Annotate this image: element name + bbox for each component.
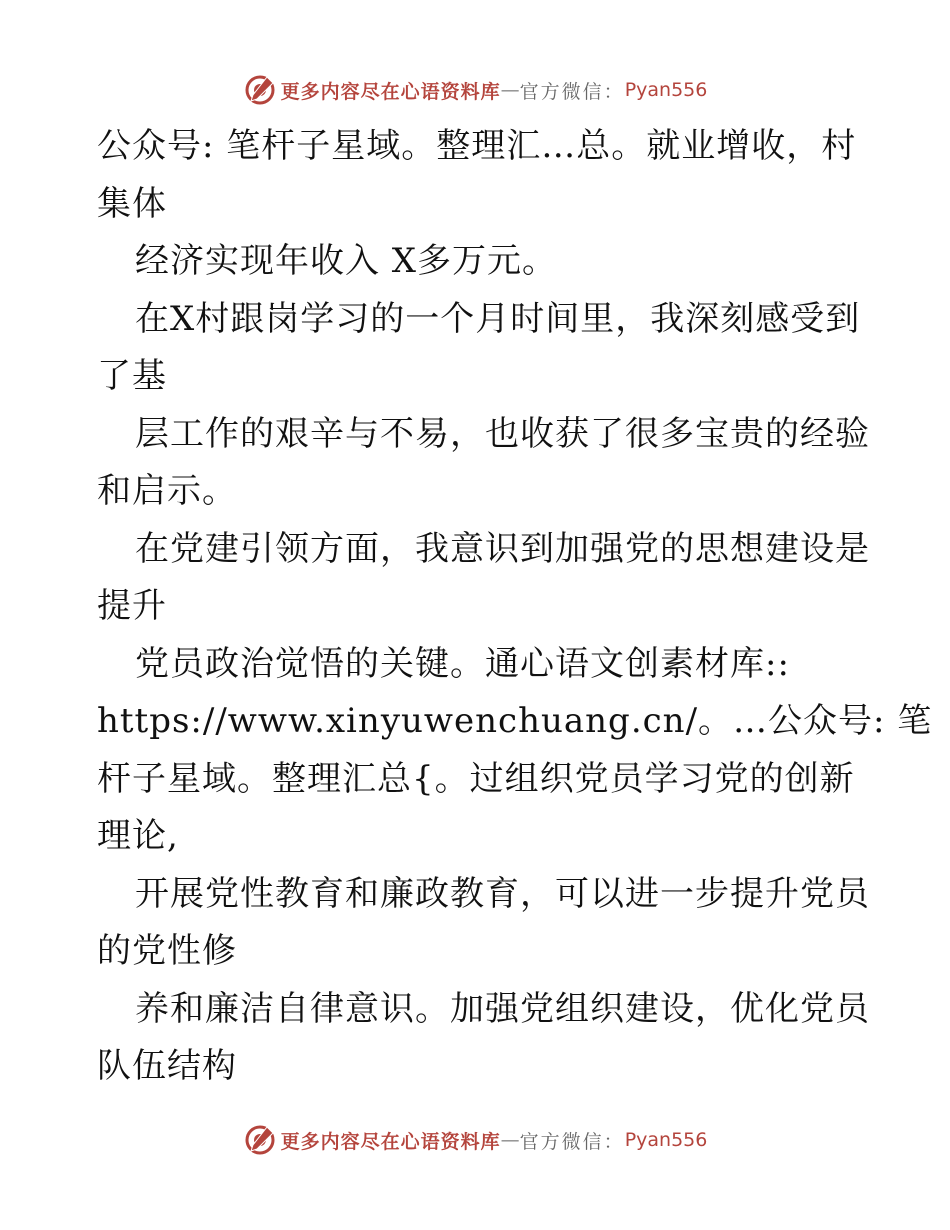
text-line: 党员政治觉悟的关键。通心语文创素材库:: bbox=[135, 643, 790, 684]
text-line-url: https://www.xinyuwenchuang.cn/。…公众号: 笔 bbox=[97, 701, 933, 741]
text-line: 提升 bbox=[97, 586, 167, 626]
banner-wechat-id: Pyan556 bbox=[624, 79, 708, 101]
pen-logo-icon bbox=[243, 73, 277, 107]
text-line: 队伍结构 bbox=[97, 1046, 237, 1086]
text-line: 经济实现年收入 X多万元。 bbox=[135, 241, 558, 281]
banner-separator: — bbox=[500, 79, 520, 101]
banner-title: 更多内容尽在心语资料库 bbox=[280, 80, 501, 103]
text-line: 理论, bbox=[97, 816, 179, 856]
text-line: 集体 bbox=[97, 183, 167, 224]
text-line: 杆子星域。整理汇总{。过组织党员学习党的创新 bbox=[97, 758, 855, 799]
text-line: 在党建引领方面，我意识到加强党的思想建设是 bbox=[135, 528, 870, 569]
banner-wechat-label: 官方微信： bbox=[519, 1130, 625, 1153]
pen-logo-icon bbox=[243, 1123, 277, 1157]
footer-banner bbox=[0, 1120, 950, 1160]
banner-wechat-label: 官方微信： bbox=[519, 80, 625, 103]
header-banner bbox=[0, 70, 950, 110]
document-body bbox=[97, 118, 933, 1096]
text-line: 和启示。 bbox=[97, 471, 237, 511]
text-line: 的党性修 bbox=[97, 931, 237, 971]
banner-separator: — bbox=[500, 1129, 520, 1151]
banner-wechat-id: Pyan556 bbox=[624, 1129, 708, 1151]
text-line: 在X村跟岗学习的一个月时间里，我深刻感受到 bbox=[135, 298, 861, 339]
text-line: 公众号: 笔杆子星域。整理汇…总。就业增收，村 bbox=[97, 126, 857, 166]
text-line: 养和廉洁自律意识。加强党组织建设，优化党员 bbox=[135, 988, 870, 1029]
banner-title: 更多内容尽在心语资料库 bbox=[280, 1130, 501, 1153]
text-line: 了基 bbox=[97, 356, 167, 396]
text-line: 开展党性教育和廉政教育，可以进一步提升党员 bbox=[135, 873, 870, 914]
text-line: 层工作的艰辛与不易，也收获了很多宝贵的经验 bbox=[135, 413, 870, 454]
